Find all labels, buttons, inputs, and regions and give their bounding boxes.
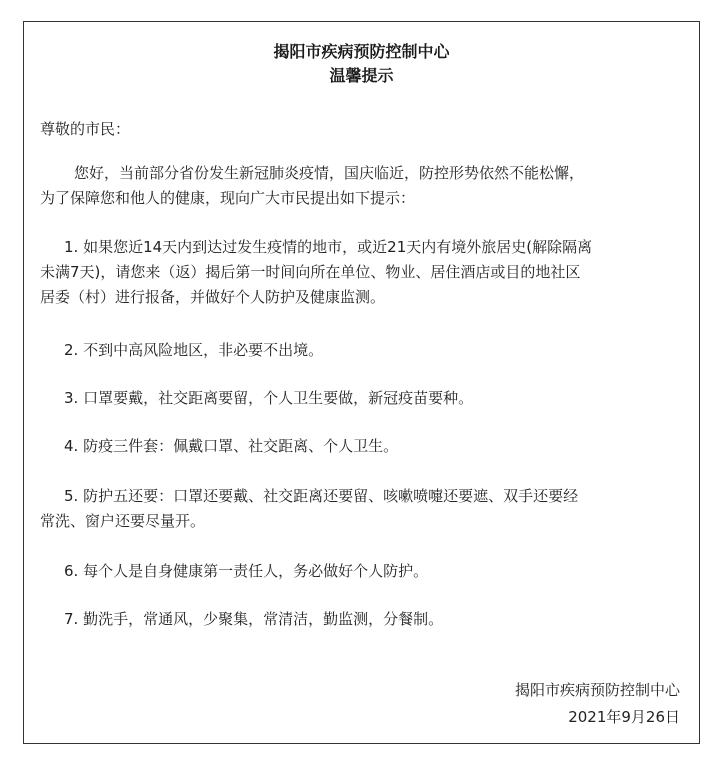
tip-item-1-line-3: 居委（村）进行报备，并做好个人防护及健康监测。 xyxy=(40,288,386,306)
notice-title: 温馨提示 xyxy=(329,66,394,85)
intro-line-1: 您好，当前部分省份发生新冠肺炎疫情，国庆临近，防控形势依然不能松懈， xyxy=(74,164,585,182)
tip-item-5-line-2: 常洗、窗户还要尽量开。 xyxy=(40,512,206,530)
tip-item-6: 6. 每个人是自身健康第一责任人，务必做好个人防护。 xyxy=(64,562,429,580)
tip-item-2: 2. 不到中高风险地区，非必要不出境。 xyxy=(64,341,324,359)
tip-item-1-line-1: 1. 如果您近14天内到达过发生疫情的地市，或近21天内有境外旅居史(解除隔离 xyxy=(64,238,593,256)
tip-item-1-line-2: 未满7天)，请您来（返）揭后第一时间向所在单位、物业、居住酒店或目的地社区 xyxy=(40,263,581,281)
salutation: 尊敬的市民： xyxy=(40,120,131,138)
notice-header xyxy=(24,40,699,88)
notice-frame xyxy=(23,21,700,744)
tip-item-7: 7. 勤洗手，常通风，少聚集，常清洁，勤监测，分餐制。 xyxy=(64,610,444,628)
signature-date: 2021年9月26日 xyxy=(568,708,680,726)
tip-item-4: 4. 防疫三件套：佩戴口罩、社交距离、个人卫生。 xyxy=(64,437,399,455)
tip-item-3: 3. 口罩要戴，社交距离要留，个人卫生要做，新冠疫苗要种。 xyxy=(64,389,474,407)
intro-line-2: 为了保障您和他人的健康，现向广大市民提出如下提示： xyxy=(40,189,416,207)
signature-org: 揭阳市疾病预防控制中心 xyxy=(514,681,680,699)
tip-item-5-line-1: 5. 防护五还要：口罩还要戴、社交距离还要留、咳嗽喷嚏还要遮、双手还要经 xyxy=(64,487,579,505)
issuer-title: 揭阳市疾病预防控制中心 xyxy=(273,42,450,61)
